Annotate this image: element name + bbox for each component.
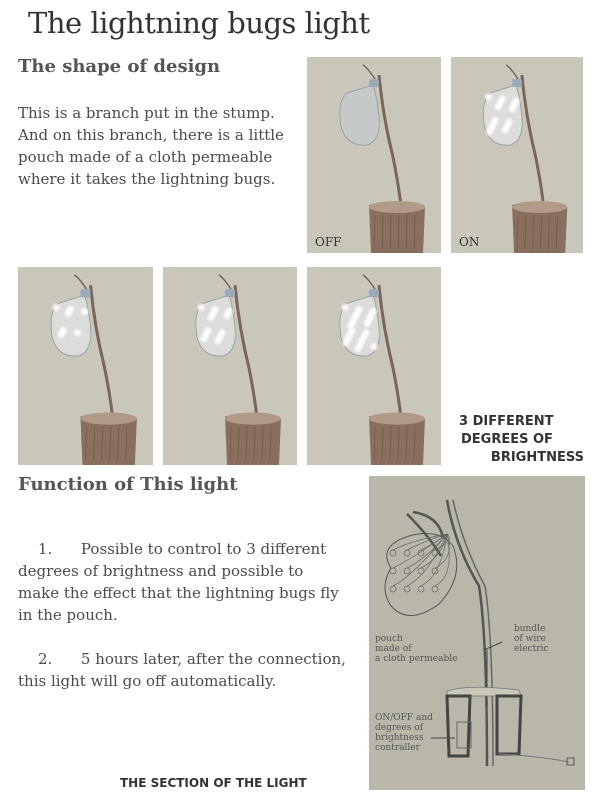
- label-pouch: [375, 634, 457, 664]
- label-line: degrees of: [375, 723, 424, 733]
- panel-label-on: ON: [459, 235, 480, 249]
- function-item: [18, 648, 348, 692]
- label-line: ON/OFF and: [375, 713, 433, 723]
- lightning-bug-glow: [222, 310, 232, 320]
- label-line: of wire: [514, 634, 546, 644]
- lightning-bug-glow: [507, 104, 517, 114]
- label-line: brightness: [375, 733, 424, 743]
- label-line: bundle: [514, 624, 546, 634]
- lamp-drawing: [163, 267, 297, 465]
- caption-line: DEGREES OF: [461, 432, 553, 447]
- function-item: [18, 538, 348, 626]
- brightness-caption: [459, 413, 584, 467]
- lamp-image-on: [451, 57, 583, 253]
- lamp-image-brightness-low: [18, 267, 153, 465]
- section-heading-function: Function of This light: [18, 474, 238, 495]
- lightning-bug-glow: [369, 342, 379, 352]
- design-description: This is a branch put in the stump. And on this branch, there is a little pouch made of a cloth permeable where it takes the lightning bugs.: [18, 104, 284, 188]
- caption-line: BRIGHTNESS: [490, 450, 584, 465]
- lightning-bug-glow: [213, 336, 223, 346]
- label-wire: [514, 624, 548, 654]
- item-number: 1.: [38, 540, 53, 558]
- diagram-caption: THE SECTION OF THE LIGHT: [120, 776, 307, 790]
- caption-line: 3 DIFFERENT: [459, 414, 554, 429]
- label-line: made of: [375, 644, 412, 654]
- lightning-bug-glow: [484, 92, 494, 102]
- function-list: [18, 538, 348, 692]
- lightning-bug-glow: [493, 102, 503, 112]
- lightning-bug-glow: [56, 330, 66, 340]
- lamp-drawing: [18, 267, 153, 465]
- lightning-bug-glow: [346, 321, 356, 331]
- section-diagram: [369, 476, 585, 790]
- label-line: a cloth permeable: [375, 654, 458, 664]
- lamp-image-off: [307, 57, 441, 253]
- section-heading-design: The shape of design: [18, 56, 221, 77]
- lamp-drawing: [307, 267, 441, 465]
- item-number: 2.: [38, 650, 53, 668]
- label-line: contraller: [375, 743, 420, 753]
- lightning-bug-glow: [484, 127, 494, 137]
- lightning-bug-glow: [51, 302, 61, 312]
- lightning-bug-glow: [362, 319, 372, 329]
- label-line: pouch: [375, 634, 403, 644]
- label-line: electric: [514, 644, 549, 654]
- lightning-bug-glow: [353, 344, 363, 354]
- lightning-bug-glow: [199, 334, 209, 344]
- lightning-bug-glow: [340, 302, 350, 312]
- lightning-bug-glow: [63, 308, 73, 318]
- lamp-image-brightness-high: [307, 267, 441, 465]
- lamp-drawing: [451, 57, 583, 253]
- lamp-drawing: [307, 57, 441, 253]
- lightning-bug-glow: [341, 338, 351, 348]
- item-text: 5 hours later, after the connection, this light will go off automatically.: [18, 650, 346, 690]
- panel-label-off: OFF: [315, 235, 342, 249]
- lightning-bug-glow: [79, 306, 89, 316]
- lightning-bug-glow: [500, 125, 510, 135]
- item-text: Possible to control to 3 different degrees of brightness and possible to make the effect that the lightning bugs fly in the pouch.: [18, 540, 339, 624]
- lightning-bug-glow: [72, 328, 82, 338]
- lamp-image-brightness-medium: [163, 267, 297, 465]
- page-title: The lightning bugs light: [28, 6, 370, 40]
- lightning-bug-glow: [196, 302, 206, 312]
- lightning-bug-glow: [206, 312, 216, 322]
- label-controller: [375, 713, 433, 753]
